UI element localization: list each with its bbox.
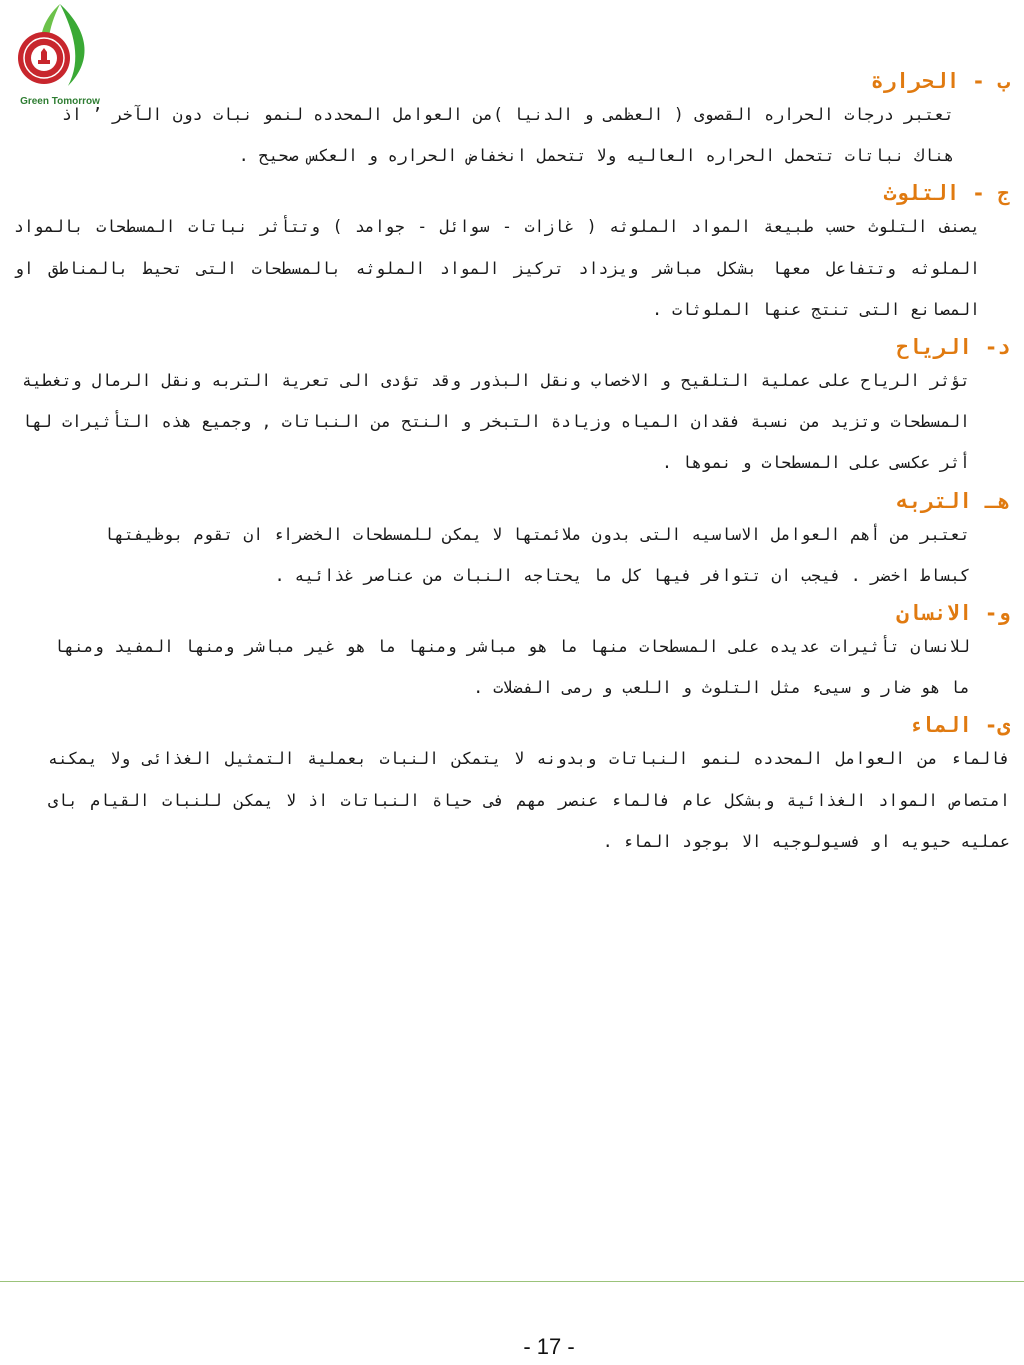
section-heading: و- الانسان (896, 601, 1010, 626)
section-heading: د- الرياح (896, 335, 1010, 360)
section-paragraph: يصنف التلوث حسب طبيعة المواد الملوثه ( غازات - سوائل - جوامد ) وتتأثر نباتات المسطحات بالمواد الملوثه وتتفاعل معها بشكل مباشر ويزداد تركيز المواد الملوثه بالمسطحات التى تحيط بالمناطق او المصانع التى تنتج عنها الملوثات . (14, 217, 980, 319)
section-paragraph: فالماء من العوامل المحدده لنمو النباتات وبدونه لا يتمكن النبات بعملية التمثيل الغذائى ولا يمكنه امتصاص المواد الغذائية وبشكل عام فالماء عنصر مهم فى حياة النباتات اذ لا يمكن للنبات القيام باى عمليه حيويه او فسيولوجيه الا بوجود الماء . (48, 749, 1010, 851)
logo-text: Green Tomorrow (20, 96, 100, 107)
section-heading: ج - التلوث (883, 181, 1010, 206)
section-paragraph: تعتبر درجات الحراره القصوى ( العظمى و الدنيا )من العوامل المحدده لنمو نبات دون الآخر ’ اذ هناك نباتات تتحمل الحراره العاليه ولا تتحمل انخفاض الحراره و العكس صحيح . (62, 105, 954, 166)
section-water (14, 708, 1010, 862)
section-heading: ب - الحرارة (870, 69, 1010, 93)
section-human (14, 596, 1010, 708)
page-number: - 17 - (523, 1334, 575, 1359)
section-paragraph: للانسان تأثيرات عديده على المسطحات منها ما هو مباشر ومنها ما هو غير مباشر ومنها المفيد ومنها ما هو ضار و سيىء مثل التلوث و اللعب و رمى الفضلات . (54, 637, 970, 698)
section-heading: ى- الماء (908, 713, 1010, 738)
section-temperature (14, 64, 1010, 176)
section-paragraph: تعتبر من أهم العوامل الاساسيه التى بدون ملائمتها لا يمكن للمسطحات الخضراء ان تقوم بوظيفتها كبساط اخضر . فيجب ان تتوافر فيها كل ما يحتاجه النبات من عناصر غذائيه . (104, 524, 970, 585)
footer-divider (0, 1281, 1024, 1282)
section-soil (14, 484, 1010, 596)
section-pollution (14, 176, 1010, 330)
section-paragraph: تؤثر الرياح على عملية التلقيح و الاخصاب ونقل البذور وقد تؤدى الى تعرية التربه ونقل الرمال وتغطية المسطحات وتزيد من نسبة فقدان المياه وزيادة التبخر و النتح من النباتات , وجميع هذه التأثيرات لها أثر عكسى على المسطحات و نموها . (22, 371, 970, 473)
page-content (14, 64, 1010, 862)
section-wind (14, 330, 1010, 484)
section-heading: هـ التربه (896, 488, 1010, 513)
